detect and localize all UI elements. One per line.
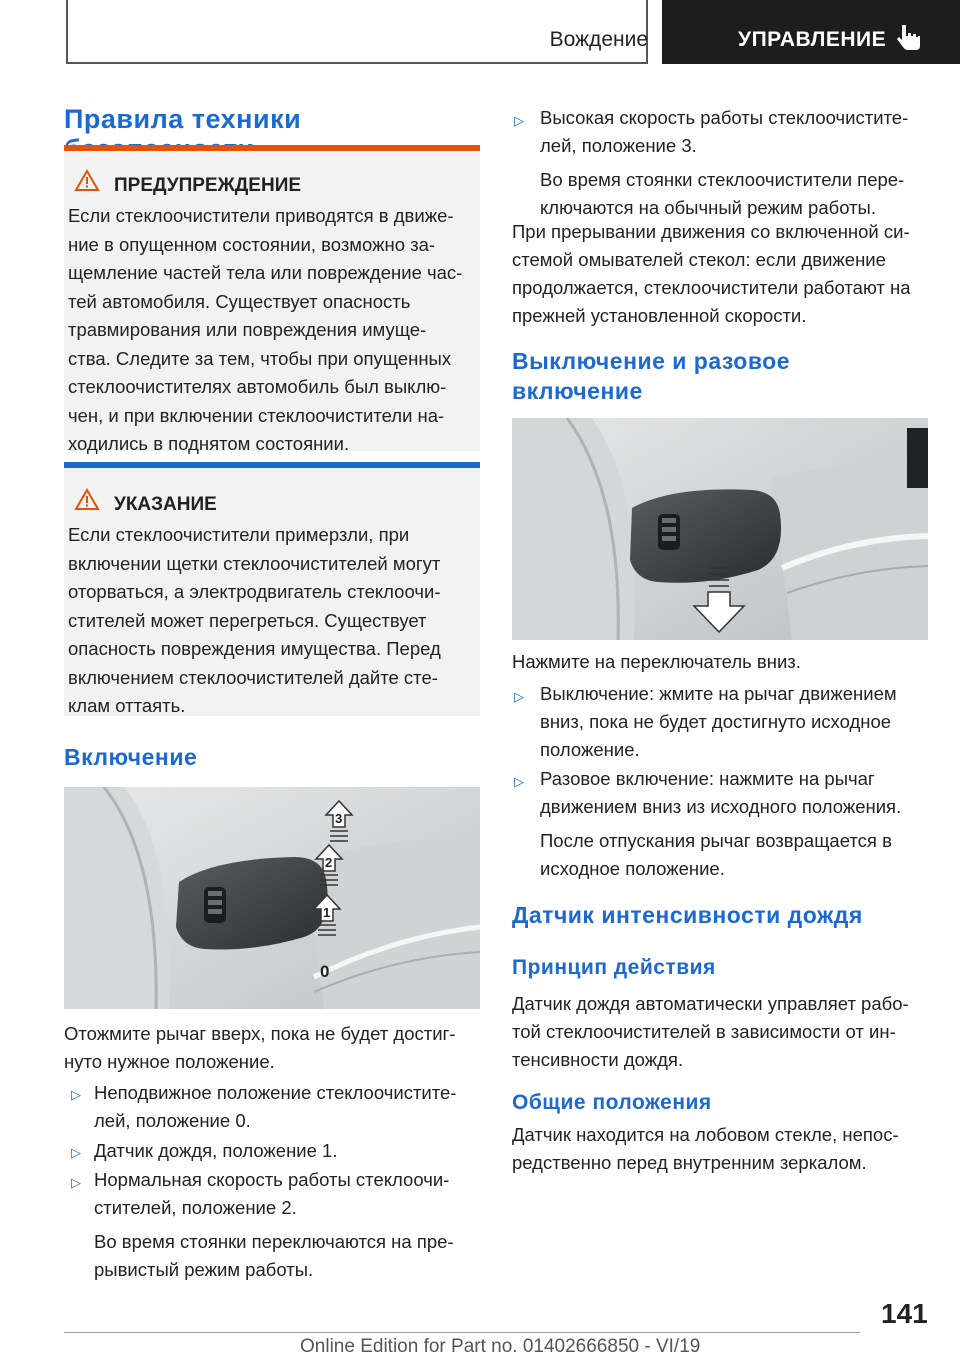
- press-down-instruction: Нажмите на переключатель вниз.: [512, 651, 801, 672]
- footer-edition: Online Edition for Part no. 01402666850 - VI/19: [300, 1336, 701, 1357]
- hand-pointer-icon: [894, 22, 924, 52]
- warning-line: ние в опущенном состоянии, возможно за-: [68, 233, 436, 255]
- text-line: стителей, положение 2.: [94, 1197, 297, 1218]
- notice-line: включением стеклоочистителей дайте сте-: [68, 666, 438, 688]
- general-title: Общие положения: [512, 1091, 712, 1114]
- text-line: прежней установленной скорости.: [512, 305, 807, 326]
- text-line: лей, положение 0.: [94, 1110, 251, 1131]
- warning-triangle-icon: [74, 169, 100, 192]
- text-line: исходное положение.: [540, 858, 725, 879]
- warning-line: ства. Следите за тем, чтобы при опущенных: [68, 347, 452, 369]
- list-marker-icon: ▷: [514, 113, 524, 128]
- text-line: Датчик дождя, положение 1.: [94, 1140, 338, 1161]
- text-line: Датчик находится на лобовом стекле, непос-: [512, 1124, 899, 1145]
- notice-line: Если стеклоочистители примерзли, при: [68, 524, 410, 545]
- text-line: Датчик дождя автоматически управляет рабо-: [512, 993, 909, 1014]
- header-chapter-title: УПРАВЛЕНИЕ: [738, 28, 887, 51]
- general-paragraph: [512, 1121, 932, 1177]
- list-marker-icon: ▷: [514, 689, 524, 704]
- notice-box: [64, 462, 480, 716]
- text-line: тенсивности дождя.: [512, 1049, 684, 1070]
- warning-line: травмирования или повреждения имуще-: [68, 319, 427, 340]
- text-line: После отпускания рычаг возвращается в: [540, 830, 892, 851]
- list-marker-icon: ▷: [71, 1145, 81, 1160]
- list-marker-icon: ▷: [71, 1087, 81, 1102]
- wiper-lever-down-illustration: [512, 418, 928, 640]
- title-line: включение: [512, 378, 643, 404]
- list-item-position-1: [94, 1137, 484, 1165]
- text-line: Отожмите рычаг вверх, пока не будет достиг-: [64, 1023, 456, 1044]
- interrupt-paragraph: [512, 218, 932, 330]
- notice-text: [68, 521, 478, 721]
- warning-triangle-icon: [74, 488, 100, 511]
- notice-line: стителей может перегреться. Существует: [68, 609, 427, 631]
- warning-line: чен, и при включении стеклоочистители на-: [68, 404, 445, 426]
- wiper-lever-down-figure: [512, 418, 928, 640]
- text-line: нуто нужное положение.: [64, 1051, 275, 1072]
- list-marker-icon: ▷: [514, 774, 524, 789]
- wiper-lever-positions-illustration: [64, 787, 480, 1009]
- text-line: При прерывании движения со включенной си-: [512, 221, 910, 242]
- text-line: Во время стоянки переключаются на пре-: [94, 1231, 454, 1252]
- text-line: рывистый режим работы.: [94, 1259, 314, 1280]
- text-line: движением вниз из исходного положения.: [540, 796, 902, 817]
- text-line: вниз, пока не будет достигнуто исходное: [540, 711, 892, 732]
- page-number: 141: [881, 1298, 928, 1329]
- text-line: Неподвижное положение стеклоочистите-: [94, 1082, 457, 1103]
- warning-title: ПРЕДУПРЕЖДЕНИЕ: [114, 175, 302, 196]
- position-label-2: 2: [325, 855, 333, 870]
- position-label-3: 3: [335, 811, 343, 826]
- warning-text: [68, 202, 478, 459]
- principle-title: Принцип действия: [512, 956, 716, 979]
- off-single-title: [512, 346, 790, 406]
- list-item-position-3: [540, 104, 932, 222]
- text-line: стемой омывателей стекол: если движение: [512, 249, 886, 270]
- warning-line: стеклоочистителях автомобиль был выклю-: [68, 376, 447, 397]
- notice-bar: [64, 462, 480, 468]
- warning-line: ходились в поднятом состоянии.: [68, 433, 350, 454]
- warning-bar: [64, 145, 480, 151]
- principle-paragraph: [512, 990, 932, 1074]
- notice-line: оторваться, а электродвигатель стеклоочи-: [68, 581, 441, 602]
- warning-line: Если стеклоочистители приводятся в движе-: [68, 205, 454, 226]
- title-line: Выключение и разовое: [512, 348, 791, 374]
- list-item-position-0: [94, 1079, 484, 1135]
- list-marker-icon: ▷: [71, 1175, 81, 1190]
- position-label-1: 1: [323, 905, 331, 920]
- header-chapter-tab: [662, 0, 960, 64]
- list-item-position-2: [94, 1166, 484, 1284]
- text-line: той стеклоочистителей в зависимости от ин-: [512, 1021, 896, 1042]
- text-line: продолжается, стеклоочистители работают на: [512, 277, 911, 298]
- text-line: Нормальная скорость работы стеклоочи-: [94, 1169, 450, 1190]
- text-line: положение.: [540, 739, 640, 760]
- text-line: редственно перед внутренним зеркалом.: [512, 1152, 867, 1173]
- warning-line: щемление частей тела или повреждение час-: [68, 262, 463, 283]
- wiper-lever-positions-figure: [64, 787, 480, 1009]
- position-label-0: 0: [320, 962, 330, 981]
- warning-line: тей автомобиля. Существует опасность: [68, 290, 411, 312]
- text-line: Выключение: жмите на рычаг движением: [540, 683, 897, 704]
- rain-sensor-title: Датчик интенсивности дождя: [512, 902, 863, 928]
- notice-title: УКАЗАНИЕ: [114, 494, 217, 515]
- list-item-single-wipe: [540, 765, 932, 883]
- footer-divider: [64, 1332, 860, 1333]
- notice-line: опасность повреждения имущества. Перед: [68, 638, 441, 659]
- warning-box: [64, 145, 480, 454]
- switch-on-title: Включение: [64, 744, 198, 770]
- text-line: Разовое включение: нажмите на рычаг: [540, 768, 875, 789]
- text-line: ключаются на обычный режим работы.: [540, 197, 876, 218]
- notice-line: включении щетки стеклоочистителей могут: [68, 552, 441, 574]
- text-line: Во время стоянки стеклоочистители пере-: [540, 169, 905, 190]
- text-line: Высокая скорость работы стеклоочистите-: [540, 107, 909, 128]
- text-line: лей, положение 3.: [540, 135, 697, 156]
- header-section-title: Вождение: [549, 28, 648, 51]
- rules-title: Правила техники: [64, 104, 302, 134]
- push-up-instruction: [64, 1020, 480, 1076]
- notice-line: клам оттаять.: [68, 695, 186, 716]
- list-item-switch-off: [540, 680, 932, 764]
